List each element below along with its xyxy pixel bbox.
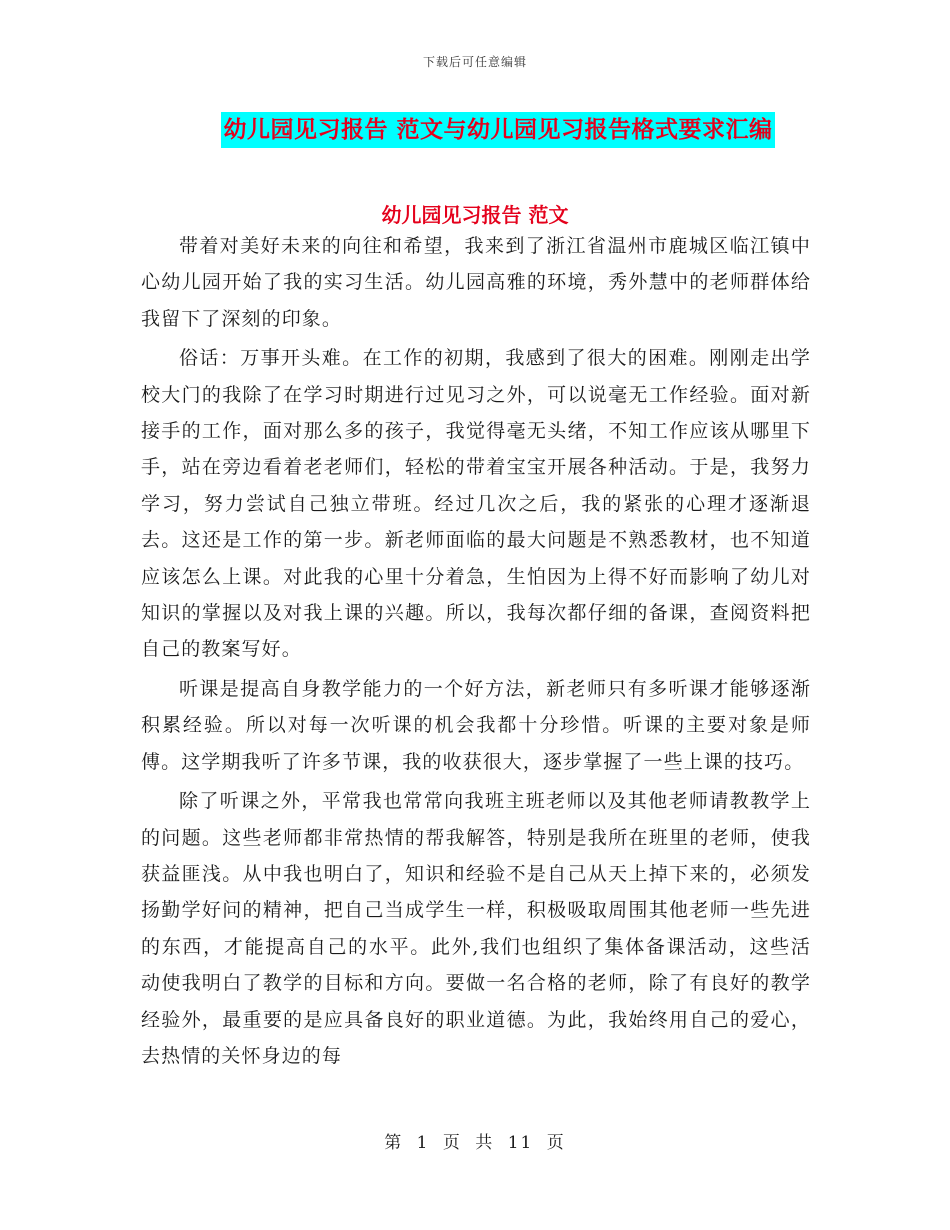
main-title: 幼儿园见习报告 范文与幼儿园见习报告格式要求汇编 [221, 112, 774, 148]
paragraph-4: 除了听课之外，平常我也常常向我班主班老师以及其他老师请教教学上的问题。这些老师都非常热情的帮我解答，特别是我所在班里的老师，使我获益匪浅。从中我也明白了，知识和经验不是自己从天上掉下来的，必须发扬勤学好问的精神，把自己当成学生一样，积极吸取周围其他老师一些先进的东西，才能提高自己的水平。此外,我们也组织了集体备课活动，这些活动使我明白了教学的目标和方向。要做一名合格的老师，除了有良好的教学经验外，最重要的是应具备良好的职业道德。为此，我始终用自己的爱心，去热情的关怀身边的每 [141, 790, 811, 1067]
document-body [141, 228, 811, 1074]
paragraph-2: 俗话：万事开头难。在工作的初期，我感到了很大的困难。刚刚走出学校大门的我除了在学习时期进行过见习之外，可以说毫无工作经验。面对新接手的工作，面对那么多的孩子，我觉得毫无头绪，不知工作应该从哪里下手，站在旁边看着老老师们，轻松的带着宝宝开展各种活动。于是，我努力学习，努力尝试自己独立带班。经过几次之后，我的紧张的心理才逐渐退去。这还是工作的第一步。新老师面临的最大问题是不熟悉教材，也不知道应该怎么上课。对此我的心里十分着急，生怕因为上得不好而影响了幼儿对知识的掌握以及对我上课的兴趣。所以，我每次都仔细的备课，查阅资料把自己的教案写好。 [141, 347, 811, 661]
header-note: 下载后可任意编辑 [422, 55, 527, 69]
paragraph-3: 听课是提高自身教学能力的一个好方法，新老师只有多听课才能够逐渐积累经验。所以对每一次听课的机会我都十分珍惜。听课的主要对象是师傅。这学期我听了许多节课，我的收获很大，逐步掌握了一些上课的技巧。 [141, 677, 811, 773]
main-title-container [0, 112, 950, 148]
paragraph-1: 带着对美好未来的向往和希望，我来到了浙江省温州市鹿城区临江镇中心幼儿园开始了我的实习生活。幼儿园高雅的环境，秀外慧中的老师群体给我留下了深刻的印象。 [141, 235, 811, 330]
section-title: 幼儿园见习报告 范文 [381, 203, 569, 227]
page-footer: 第 1 页 共 11 页 [384, 1133, 566, 1153]
